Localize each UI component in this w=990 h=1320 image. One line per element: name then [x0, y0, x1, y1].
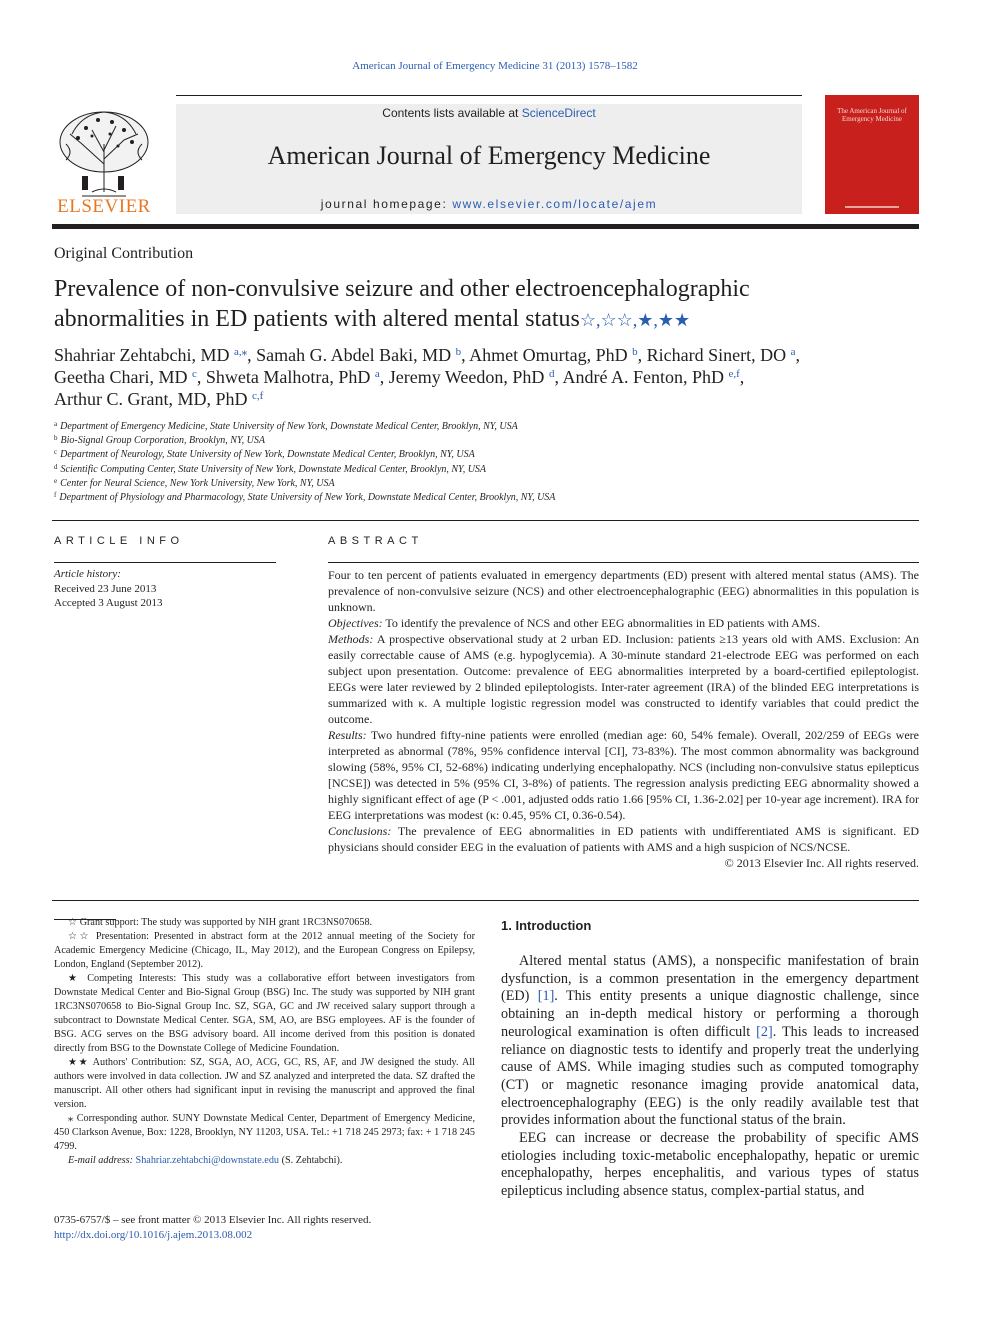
author[interactable]	[256, 345, 461, 365]
affiliation	[54, 434, 914, 448]
header-bottom-rule	[52, 224, 919, 229]
contents-availability	[176, 106, 802, 120]
intro-paragraph	[501, 953, 919, 1130]
affiliations-divider	[52, 520, 919, 521]
affiliation-text: Department of Emergency Medicine, State University of New York, Downstate Medical Center, Brooklyn, NY, USA	[60, 421, 518, 432]
article-title	[54, 274, 874, 335]
author[interactable]	[469, 345, 637, 365]
author-separator: ,	[379, 367, 389, 387]
abstract-bottom-rule	[52, 900, 919, 901]
footnote-text: Authors' Contribution: SZ, SGA, AO, ACG, GC, RS, AF, and JW designed the study. All authors were involved in data collection. JW and SZ analyzed and interpreted the data. SZ drafted the manuscript. All other others had significant input in revising the manuscript and approved the final version.	[54, 1057, 475, 1110]
abstract-background: Four to ten percent of patients evaluated in emergency departments (ED) present with altered mental status (AMS). The prevalence of non-convulsive seizure (NCS) and other electroencephalographic (EEG) abnormalities in this population is unknown.	[328, 568, 919, 614]
header-top-rule	[176, 95, 802, 96]
intro-paragraph: EEG can increase or decrease the probability of specific AMS etiologies including toxic-metabolic encephalopathy, hepatic or uremic encephalopathy, herpes encephalitis, and various types of status epilepticus including absence status, complex-partial status, and	[501, 1130, 919, 1200]
author-name: André A. Fenton, PhD	[562, 367, 729, 387]
author-affil-marker[interactable]: d	[548, 368, 555, 380]
author-name: Richard Sinert, DO	[646, 345, 791, 365]
footnote	[54, 930, 475, 972]
article-history	[54, 567, 274, 611]
footnote-text: Presentation: Presented in abstract form at the 2012 annual meeting of the Society for Academic Emergency Medicine (Chicago, IL, May 2012), and the European Congress on Epilepsy, London, England (September 2012).	[54, 931, 475, 970]
affiliation-text: Bio-Signal Group Corporation, Brooklyn, NY, USA	[60, 435, 265, 447]
author-list	[54, 344, 914, 410]
author-affil-marker[interactable]: c	[191, 368, 197, 380]
objectives-label: Objectives:	[328, 616, 383, 630]
article-title-text: Prevalence of non-convulsive seizure and other electroencephalographic abnormalities in ED patients with altered mental status	[54, 276, 750, 332]
article-info-heading: ARTICLE INFO	[54, 535, 184, 547]
footnote	[54, 972, 475, 1056]
footnote-text: Grant support: The study was supported by NIH grant 1RC3NS070658.	[77, 917, 373, 928]
intro-text: . This leads to increased reliance on diagnostic tests to identify and properly treat the underlying cause of AMS. While imaging studies such as computed tomography (CT) or magnetic resonance imaging provide anatomical data, electroencephalography (EEG) is the only readily available test that provides information about the functional status of the brain.	[501, 1023, 919, 1129]
footnote-text: Corresponding author. SUNY Downstate Medical Center, Department of Emergency Medicine, 450 Clarkson Avenue, Box: 1228, Brooklyn, NY 11203, USA. Tel.: +1 718 245 2973; fax: + 1 718 245 4799.	[54, 1113, 475, 1152]
author[interactable]	[389, 367, 555, 387]
footnotes	[54, 916, 475, 1168]
affiliation-key: f	[54, 491, 57, 500]
author-separator: ,	[795, 345, 800, 365]
affiliation	[54, 448, 914, 462]
footnote-symbol: ★★	[68, 1057, 90, 1068]
author-separator: ,	[554, 367, 563, 387]
intro-text: Altered mental status (AMS), a nonspecific manifestation of brain dysfunction, is a common presentation in the emergency department (ED)	[501, 953, 919, 1005]
front-matter	[54, 1213, 371, 1243]
doi-link[interactable]: http://dx.doi.org/10.1016/j.ajem.2013.08.002	[54, 1229, 253, 1241]
footnote	[54, 1112, 475, 1154]
author[interactable]	[54, 367, 197, 387]
results-label: Results:	[328, 728, 367, 742]
author[interactable]	[54, 389, 263, 409]
author-affil-marker[interactable]: a,⁎	[233, 346, 248, 358]
author[interactable]	[206, 367, 380, 387]
author[interactable]	[647, 345, 796, 365]
sciencedirect-link[interactable]: ScienceDirect	[521, 106, 596, 120]
author-separator: ,	[739, 367, 745, 387]
affiliation-list	[54, 420, 914, 505]
history-label: Article history:	[54, 568, 121, 580]
footnote	[54, 916, 475, 930]
affiliation	[54, 463, 914, 477]
footnote-symbol: ⁎	[68, 1113, 74, 1124]
accepted-date: Accepted 3 August 2013	[54, 597, 163, 609]
publisher-wordmark: ELSEVIER	[57, 196, 151, 217]
email-link[interactable]: Shahriar.zehtabchi@downstate.edu	[135, 1155, 280, 1166]
author[interactable]	[562, 367, 739, 387]
email-suffix: (S. Zehtabchi).	[279, 1155, 343, 1166]
received-date: Received 23 June 2013	[54, 582, 157, 595]
affiliation-key: e	[54, 476, 58, 485]
reference-link[interactable]: [1]	[537, 988, 555, 1005]
footnote-symbol: ★	[68, 973, 81, 984]
conclusions-text: The prevalence of EEG abnormalities in ED patients with undifferentiated AMS is significant. ED physicians should consider EEG in the evaluation of patients with AMS and a high suspicion of NCS/NCSE.	[328, 824, 919, 854]
author-affil-marker[interactable]: e,f	[728, 368, 740, 380]
abstract-rule	[328, 562, 919, 563]
contents-prefix: Contents lists available at	[382, 106, 522, 120]
affiliation-key: d	[54, 462, 58, 471]
author-name: Shahriar Zehtabchi, MD	[54, 345, 234, 365]
author-name: Shweta Malhotra, PhD	[205, 367, 375, 387]
footnote-symbol: ☆	[68, 917, 78, 928]
abstract-conclusions	[328, 823, 919, 855]
author[interactable]	[54, 345, 247, 365]
author-name: Samah G. Abdel Baki, MD	[256, 345, 456, 365]
homepage-prefix: journal homepage:	[320, 197, 453, 211]
article-info-rule	[54, 562, 276, 563]
affiliation-text: Department of Neurology, State University of New York, Downstate Medical Center, Brooklyn, NY, USA	[60, 449, 475, 461]
author-affil-marker[interactable]: a	[790, 346, 796, 358]
affiliation	[54, 420, 914, 434]
footnote-text: Competing Interests: This study was a collaborative effort between investigators from Downstate Medical Center and Bio-Signal Group (BSG) Inc. The study was supported by NIH grant 1RC3NS070658 to Bio-Signal Group Inc. SZ, SGA, GC and JW received salary support through a subcontract to Downstate Medical Center. SGA, SM, AO, are BSG employees. AF is the founder of BSG. ACG serves on the BSG advisory board. All income derived from this position is donated directly from BSG to the Downstate College of Medicine Foundation.	[54, 973, 475, 1054]
author-name: Jeremy Weedon, PhD	[388, 367, 549, 387]
author-name: Ahmet Omurtag, PhD	[469, 345, 633, 365]
author-name: Geetha Chari, MD	[54, 367, 192, 387]
results-text: Two hundred fifty-nine patients were enrolled (median age: 60, 54% female). Overall, 202/259 of EEGs were interpreted as abnormal (78%, 95% confidence interval [CI], 73-83%). The most common abnormality was background slowing (58%, 95% CI, 52-68%) indicating underlying encephalopathy. NCS (including non-convulsive status epilepticus [NCSE]) was detected in 5% (95% CI, 3-8%) of patients. The regression analysis predicting EEG abnormality showed a highly significant effect of age (P < .001, adjusted odds ratio 1.66 [95% CI, 1.36-2.02] per 10-year age increment). IRA for EEG interpretations was modest (κ: 0.45, 95% CI, 0.36-0.54).	[328, 728, 919, 822]
author-affil-marker[interactable]: a	[374, 368, 380, 380]
cover-title: The American Journal of Emergency Medicine	[837, 107, 907, 123]
author-affil-marker[interactable]: c,f	[252, 390, 264, 402]
methods-label: Methods:	[328, 632, 374, 646]
abstract-objectives	[328, 615, 919, 631]
author-separator: ,	[247, 345, 257, 365]
affiliation-key: c	[54, 448, 58, 457]
author-separator: ,	[637, 345, 647, 365]
methods-text: A prospective observational study at 2 urban ED. Inclusion: patients ≥13 years old with AMS. Exclusion: An easily correctable cause of AMS (e.g. hypoglycemia). A 30-minute standard 21-electrode EEG was performed on each subject upon presentation. Outcome: prevalence of EEG abnormalities interpreted by a board-certified epileptologist. EEGs were later reviewed by 2 blinded epileptologists. Inter-rater agreement (IRA) of the blinded EEG interpretations is summarized with κ. A multiple logistic regression model was constructed to identify variables that could predict the outcome.	[328, 632, 919, 726]
footnote	[54, 1056, 475, 1112]
affiliation-text: Center for Neural Science, New York University, New York, NY, USA	[60, 477, 335, 489]
article-type: Original Contribution	[54, 245, 194, 262]
footnote-symbol: ☆☆	[68, 931, 91, 942]
cover-decoration	[845, 206, 899, 208]
introduction-body	[501, 953, 919, 1201]
email-footnote	[54, 1154, 475, 1168]
journal-title: American Journal of Emergency Medicine	[267, 141, 711, 170]
author-separator: ,	[461, 345, 470, 365]
introduction-heading: 1. Introduction	[501, 918, 592, 933]
affiliation	[54, 491, 914, 505]
homepage-link[interactable]: www.elsevier.com/locate/ajem	[452, 197, 658, 211]
affiliation	[54, 477, 914, 491]
intro-text: . This entity presents a unique diagnostic challenge, since obtaining an in-depth medical history or performing a thorough neurological examination is often difficult	[501, 988, 919, 1040]
abstract-methods	[328, 631, 919, 727]
author-affil-marker[interactable]: b	[632, 346, 638, 358]
title-footnote-marks[interactable]: ☆,☆☆,★,★★	[579, 310, 691, 330]
abstract-heading: ABSTRACT	[328, 535, 423, 547]
conclusions-label: Conclusions:	[328, 824, 392, 838]
affiliation-text: Department of Physiology and Pharmacology, State University of New York, Downstate Medical Center, Brooklyn, NY, USA	[59, 492, 556, 504]
affiliation-key: a	[54, 420, 58, 428]
author-affil-marker[interactable]: b	[455, 346, 462, 358]
objectives-text: To identify the prevalence of NCS and other EEG abnormalities in ED patients with AMS.	[382, 616, 821, 630]
reference-link[interactable]: [2]	[756, 1023, 773, 1040]
author-name: Arthur C. Grant, MD, PhD	[54, 389, 252, 409]
abstract-copyright: © 2013 Elsevier Inc. All rights reserved.	[724, 856, 919, 870]
journal-citation[interactable]: American Journal of Emergency Medicine 31 (2013) 1578–1582	[352, 60, 638, 72]
abstract-body	[328, 567, 919, 871]
abstract-results	[328, 727, 919, 823]
affiliation-text: Scientific Computing Center, State University of New York, Downstate Medical Center, Brooklyn, NY, USA	[60, 463, 487, 475]
journal-homepage	[176, 197, 802, 211]
author-separator: ,	[196, 367, 206, 387]
journal-cover-thumbnail[interactable]	[825, 95, 919, 214]
issn-line: 0735-6757/$ – see front matter © 2013 Elsevier Inc. All rights reserved.	[54, 1214, 372, 1226]
affiliation-key: b	[54, 434, 58, 443]
email-label: E-mail address:	[68, 1155, 136, 1166]
